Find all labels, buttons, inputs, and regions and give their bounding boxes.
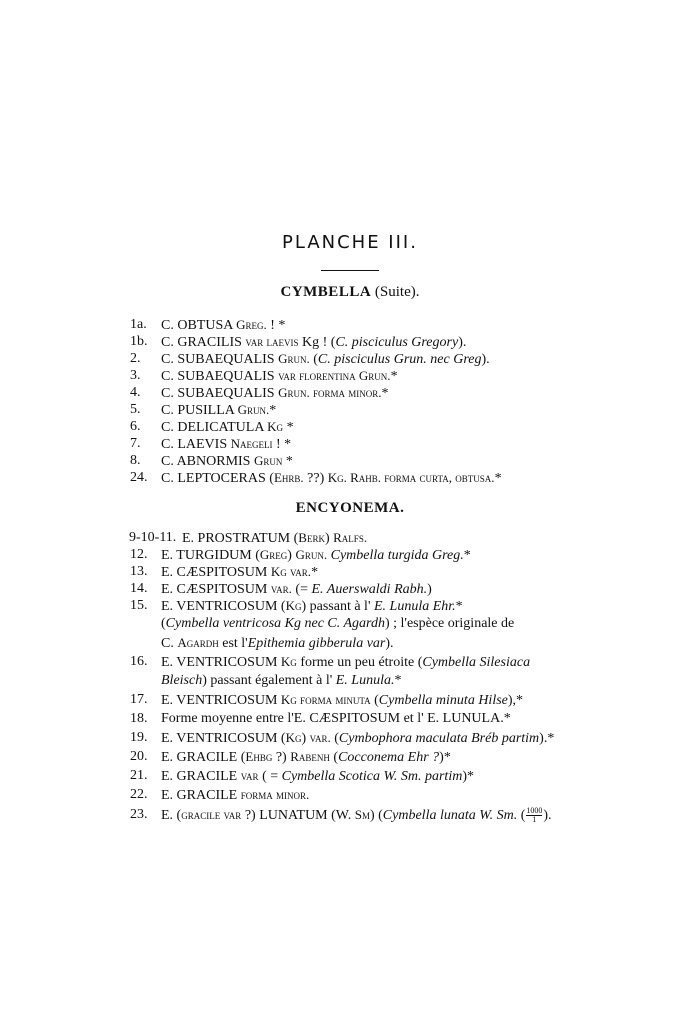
author: Grun. — [237, 402, 270, 417]
item-number: 7. — [130, 436, 141, 451]
text-part: ?) — [272, 750, 291, 765]
author: Kg — [285, 730, 302, 745]
text-part: )* — [439, 750, 451, 765]
variety: var florentina Grun. — [278, 368, 391, 383]
text-part: * — [455, 599, 463, 614]
synonym: Epithemia gibberula var — [247, 636, 386, 651]
list-item — [130, 690, 590, 709]
species-name: E. GRACILE — [161, 788, 241, 803]
text-part: ),* — [507, 693, 524, 708]
item-text — [161, 350, 490, 368]
species-name: E. ( — [161, 808, 182, 823]
list-item — [130, 728, 590, 747]
synonym: Cymbella turgida Greg. — [330, 548, 464, 563]
list-item — [130, 546, 590, 563]
variety: Kg var. — [270, 564, 312, 579]
item-text — [161, 766, 474, 786]
synonym: Bleisch — [161, 673, 203, 688]
item-number: 3. — [130, 368, 141, 383]
list-item — [130, 709, 590, 728]
page-title: PLANCHE III. — [282, 232, 418, 253]
synonym: E. Lunula. — [335, 673, 395, 688]
item-text — [161, 452, 293, 470]
variety: var. — [270, 581, 292, 596]
list-item — [130, 401, 590, 418]
item-text — [182, 529, 367, 547]
species-name: E. CÆSPITOSUM — [161, 582, 271, 597]
author: Kg — [285, 598, 302, 613]
species-name: C. ABNORMIS — [161, 454, 254, 469]
text-part: ) passant également à l' — [202, 673, 336, 688]
item-number: 19. — [130, 730, 148, 745]
list-item — [130, 384, 590, 401]
author: Ralfs. — [333, 530, 368, 545]
species-name: C. LEPTOCERAS ( — [161, 471, 274, 486]
synonym: C. pisciculus Grun. nec Greg — [317, 352, 482, 367]
text-part: * — [283, 420, 294, 435]
list-item-continuation — [130, 671, 590, 690]
variety: Grun. forma minor. — [278, 385, 382, 400]
item-text — [161, 652, 530, 672]
author: Kg — [280, 654, 297, 669]
cymbella-list — [130, 316, 590, 486]
item-text — [161, 435, 291, 453]
list-item-continuation — [130, 633, 590, 652]
variety: var. — [309, 730, 331, 745]
text-part: * — [381, 386, 389, 401]
item-text — [161, 367, 398, 385]
species-name: C. PUSILLA — [161, 403, 238, 418]
item-text — [161, 580, 432, 598]
item-text — [161, 563, 318, 581]
text-part: Kg ! ( — [298, 335, 336, 350]
item-text — [161, 747, 451, 767]
text-part: * — [311, 565, 319, 580]
text-part: ) ; l'espèce originale de — [384, 616, 515, 631]
list-item — [130, 747, 590, 766]
item-text — [161, 690, 523, 710]
text-part: ( — [161, 616, 166, 631]
species-name: C. GRACILIS — [161, 335, 246, 350]
author: Kg — [267, 419, 284, 434]
item-number: 20. — [130, 749, 148, 764]
text-part: ).* — [539, 731, 555, 746]
text-part: ( — [329, 750, 339, 765]
species-name: E. TURGIDUM ( — [161, 548, 260, 563]
species-name: E. VENTRICOSUM — [161, 655, 281, 670]
text-part: * — [282, 454, 293, 469]
text-part: ! * — [266, 318, 286, 333]
text-part: * — [463, 548, 471, 563]
text-part: ) — [301, 731, 310, 746]
author: Grun. — [295, 547, 328, 562]
synonym: Cymbella Scotica W. Sm. partim — [281, 769, 463, 784]
item-text — [161, 785, 309, 805]
text-part: )* — [462, 769, 474, 784]
section-heading-suffix: (Suite). — [374, 284, 420, 300]
species-name: C. OBTUSA — [161, 318, 237, 333]
list-item — [130, 563, 590, 580]
list-item — [130, 333, 590, 350]
species-name: E. GRACILE ( — [161, 750, 246, 765]
item-number: 17. — [130, 692, 148, 707]
section-heading-cymbella — [0, 284, 700, 301]
synonym: E. Lunula Ehr. — [373, 599, 456, 614]
magnification-fraction — [526, 807, 542, 824]
list-item — [130, 316, 590, 333]
author: Ehbg — [245, 749, 273, 764]
synonym: E. Auerswaldi Rabh. — [311, 582, 428, 597]
author: Berk — [298, 530, 325, 545]
list-item — [130, 804, 590, 826]
text-part: ) passant à l' — [301, 599, 374, 614]
synonym: Cymbella ventricosa Kg nec C. Agardh — [165, 616, 385, 631]
species-name: C. SUBAEQUALIS — [161, 369, 279, 384]
item-number: 22. — [130, 787, 148, 802]
list-item — [130, 350, 590, 367]
text-part: ). — [458, 335, 467, 350]
section-heading-encyonema — [0, 500, 700, 517]
item-text — [161, 333, 466, 351]
text-part: ! * — [272, 437, 292, 452]
text-part: * — [494, 471, 502, 486]
species-name: E. VENTRICOSUM ( — [161, 731, 286, 746]
item-text — [161, 546, 471, 564]
item-number: 2. — [130, 351, 141, 366]
species-name: C. SUBAEQUALIS — [161, 386, 279, 401]
text-part: ). — [481, 352, 490, 367]
variety: forma minor. — [240, 787, 310, 802]
text-part: ( — [370, 693, 379, 708]
species-name: E. VENTRICOSUM — [161, 693, 281, 708]
item-number: 1b. — [130, 334, 148, 349]
list-item — [130, 367, 590, 384]
list-item — [130, 580, 590, 597]
synonym: Cymbella Silesiaca — [422, 655, 531, 670]
item-text — [161, 597, 463, 615]
text-part: ?) LUNATUM (W. — [241, 808, 355, 823]
item-number: 1a. — [130, 317, 147, 332]
author: Greg. — [236, 317, 267, 332]
item-text — [161, 709, 511, 728]
item-text — [161, 401, 276, 419]
author: Sm — [354, 807, 370, 822]
item-number: 5. — [130, 402, 141, 417]
species-name: E. VENTRICOSUM ( — [161, 599, 286, 614]
species-name: E. PROSTRATUM ( — [182, 531, 299, 546]
species-name: C. SUBAEQUALIS — [161, 352, 279, 367]
item-number: 16. — [130, 654, 148, 669]
item-text — [161, 469, 502, 487]
text-part: ) — [287, 548, 296, 563]
list-item — [130, 469, 590, 486]
author: Agardh — [177, 635, 219, 650]
variety: var laevis — [245, 334, 299, 349]
text-part: forme un peu étroite ( — [296, 655, 423, 670]
synonym: Cymbophora maculata Bréb partim — [338, 731, 540, 746]
item-text — [161, 728, 554, 748]
text-part: est l' — [218, 636, 248, 651]
text-part: ( — [330, 731, 339, 746]
item-text — [161, 633, 394, 653]
text-part: ( — [309, 352, 318, 367]
item-number: 6. — [130, 419, 141, 434]
species-name: C. LAEVIS — [161, 437, 231, 452]
text-part: ). — [543, 808, 552, 823]
item-text — [161, 384, 388, 402]
text-part: ??) — [303, 471, 328, 486]
text-part: C. — [161, 636, 178, 651]
synonym: Cymbella lunata W. Sm. — [382, 808, 518, 823]
item-text — [161, 418, 294, 436]
item-number: 8. — [130, 453, 141, 468]
section-heading-name: ENCYONEMA. — [295, 500, 405, 516]
text-part: ) — [427, 582, 432, 597]
item-number: 23. — [130, 807, 148, 822]
list-item — [130, 766, 590, 785]
species-name: C. DELICATULA — [161, 420, 268, 435]
text-part: ). — [385, 636, 394, 651]
text-part: * — [390, 369, 398, 384]
fraction-numerator: 1000 — [526, 806, 543, 816]
item-text — [161, 614, 514, 633]
synonym: C. pisciculus Gregory — [335, 335, 459, 350]
section-heading-name: CYMBELLA — [280, 284, 372, 300]
item-number: 21. — [130, 768, 148, 783]
variety: Kg forma minuta — [280, 692, 371, 707]
text-part: (= — [291, 582, 312, 597]
variety: var — [240, 768, 259, 783]
text-part: ) — [324, 531, 334, 546]
text-part: * — [269, 403, 277, 418]
text-part: Forme moyenne entre l'E. CÆSPITOSUM et l' E. LUNULA.* — [161, 711, 511, 726]
list-item — [130, 435, 590, 452]
list-item — [130, 529, 590, 546]
list-item — [130, 652, 590, 671]
author: Grun. — [278, 351, 310, 366]
author: Rabenh — [290, 749, 330, 764]
list-item — [130, 418, 590, 435]
item-text — [161, 804, 552, 827]
item-text — [161, 316, 285, 334]
text-part: ) ( — [369, 808, 383, 823]
item-number: 9-10-11. — [129, 530, 177, 545]
variety: Kg. Rahb. forma curta, obtusa. — [327, 470, 495, 485]
item-text — [161, 671, 401, 690]
species-name: E. GRACILE — [161, 769, 241, 784]
variety: gracile var — [181, 807, 242, 822]
list-item — [130, 785, 590, 804]
item-number: 24. — [130, 470, 148, 485]
list-item-continuation — [130, 614, 590, 633]
synonym: Cymbella minuta Hilse — [378, 693, 508, 708]
text-part: ( — [517, 808, 526, 823]
item-number: 15. — [130, 598, 148, 613]
item-number: 18. — [130, 711, 148, 726]
synonym: Cocconema Ehr ? — [338, 750, 440, 765]
item-number: 12. — [130, 547, 148, 562]
item-number: 13. — [130, 564, 148, 579]
text-part: * — [394, 673, 402, 688]
list-item — [130, 452, 590, 469]
title-divider — [321, 270, 379, 271]
item-number: 4. — [130, 385, 141, 400]
text-part: ( = — [258, 769, 282, 784]
list-item — [130, 597, 590, 614]
fraction-denominator: 1 — [532, 815, 537, 825]
species-name: E. CÆSPITOSUM — [161, 565, 271, 580]
author: Grun — [253, 453, 283, 468]
author: Naegeli — [230, 436, 273, 451]
author: Ehrb. — [273, 470, 304, 485]
item-number: 14. — [130, 581, 148, 596]
encyonema-list — [130, 529, 590, 826]
author: Greg — [259, 547, 288, 562]
